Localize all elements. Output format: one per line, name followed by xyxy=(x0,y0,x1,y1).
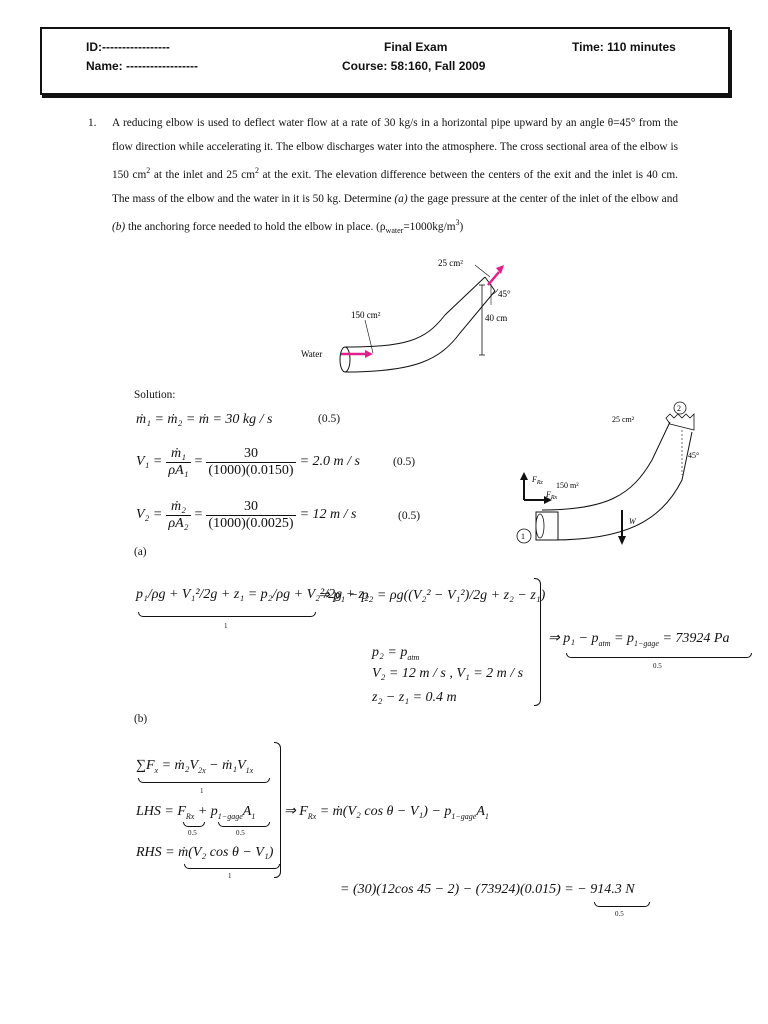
condition-p2: $p_2 = p_{atm}$ xyxy=(372,645,420,662)
exam-title: Final Exam xyxy=(384,40,448,54)
eq-v2: V₂ = $\frac{\text{ṁ₂}}{\text{ρA₂}}$ = $\frac{30}{(1000)(0.0025)}$ = 12 m / s xyxy=(136,498,357,531)
eq-v2-points: (0.5) xyxy=(398,510,421,522)
bernoulli-rhs: ⇒ p₁ − p₂ = ρg((V₂² − V₁²)/2g + z₂ − z₁) xyxy=(318,588,546,603)
result-frx-number: − 914.3 N xyxy=(577,882,635,897)
fig2-inlet-area: 150 m² xyxy=(556,481,579,490)
eq-mass-flow-points: (0.5) xyxy=(318,413,341,425)
problem-statement xyxy=(88,112,678,243)
bernoulli-points: 1 xyxy=(224,622,228,630)
rhs-eq: RHS = ṁ(V₂ cos θ − V₁) xyxy=(136,845,274,860)
free-body-diagram xyxy=(512,400,717,555)
part-b-label: (b) xyxy=(134,713,148,725)
momentum-eq: $\sum F_x$ = $ṁ_2V_{2x}$ − $ṁ_1V_{1x}$ xyxy=(136,758,254,775)
free-body-figure xyxy=(512,400,717,555)
lhs-eq: LHS = $F_{Rx} + p_{1-gage}A_1$ xyxy=(136,804,256,821)
fig2-weight-label: W xyxy=(629,517,636,526)
eq-v1-points: (0.5) xyxy=(393,456,416,468)
momentum-points: 1 xyxy=(200,787,204,795)
condition-velocities: V₂ = 12 m / s , V₁ = 2 m / s xyxy=(372,666,524,681)
name-field: Name: ------------------ xyxy=(86,59,198,73)
part-a-label: (a) xyxy=(134,546,147,558)
result-b-points: 0.5 xyxy=(615,910,624,918)
fig2-frz-label: $F_{Rz}$ xyxy=(532,475,543,486)
solution-title: Solution: xyxy=(134,389,176,401)
result-frx-formula: ⇒ $F_{Rx}$ = ṁ(V₂ $\cos \theta - V_1) - p_{1-gage}A_1$ xyxy=(284,804,489,821)
rhs-points: 1 xyxy=(228,872,232,880)
fig1-height: 40 cm xyxy=(485,313,508,323)
elbow-figure xyxy=(295,255,525,380)
id-field: ID:----------------- xyxy=(86,40,170,54)
exam-header xyxy=(40,27,730,95)
result-gage-pressure: ⇒ $p_1 - p_{atm} = p_{1-gage} = 73924$ Pa xyxy=(548,631,730,648)
result-a-points: 0.5 xyxy=(653,662,662,670)
lhs-points-1: 0.5 xyxy=(188,829,197,837)
fig1-inlet-area: 150 cm² xyxy=(351,310,381,320)
condition-elevation: z₂ − z₁ = 0.4 m xyxy=(372,690,457,705)
course-label: Course: 58:160, Fall 2009 xyxy=(342,59,486,73)
bernoulli-lhs: p₁/ρg + V₁²/2g + z₁ = p₂/ρg + V₂²/2g + z₂ xyxy=(136,587,369,602)
time-label: Time: 110 minutes xyxy=(572,40,676,54)
lhs-points-2: 0.5 xyxy=(236,829,245,837)
fig2-angle: 45° xyxy=(688,451,700,460)
result-frx-value: = (30)(12cos 45 − 2) − (73924)(0.015) = − 914.3 N xyxy=(340,882,635,897)
problem-number: 1. xyxy=(88,117,97,129)
fig2-exit-area: 25 cm² xyxy=(612,415,635,424)
elbow-diagram xyxy=(295,255,525,380)
fig2-frx-label: $F_{Rx}$ xyxy=(546,490,558,501)
problem-text: A reducing elbow is used to deflect water flow at a rate of 30 kg/s in a horizontal pipe upward by an angle θ=45° from the flow direction while accelerating it. The elbow discharges water into the atmosphere. The cross sectional area of the elbow is 150 $cm^2$ at the inlet and 25 $cm^2$ at the exit. The elevation difference between the centers of the exit and the inlet is 40 cm. The mass of the elbow and the water in it is 50 kg. Determine (a) the gage pressure at the center of the inlet of the elbow and (b) the anchoring force needed to hold the elbow in place. $(\rho_{water}=1000kg/m^3)$ xyxy=(112,117,678,236)
fig1-exit-area: 25 cm² xyxy=(438,258,463,268)
fig2-point1: 1 xyxy=(521,532,525,541)
fig2-point2: 2 xyxy=(677,404,681,413)
fig1-angle: 45° xyxy=(498,289,511,299)
eq-mass-flow: ṁ₁ = ṁ₂ = ṁ = 30 kg / s xyxy=(136,412,273,427)
eq-v1: V₁ = $\frac{\text{ṁ₁}}{\text{ρA₁}}$ = $\frac{30}{(1000)(0.0150)}$ = 2.0 m / s xyxy=(136,445,360,478)
fig1-water: Water xyxy=(301,349,323,359)
